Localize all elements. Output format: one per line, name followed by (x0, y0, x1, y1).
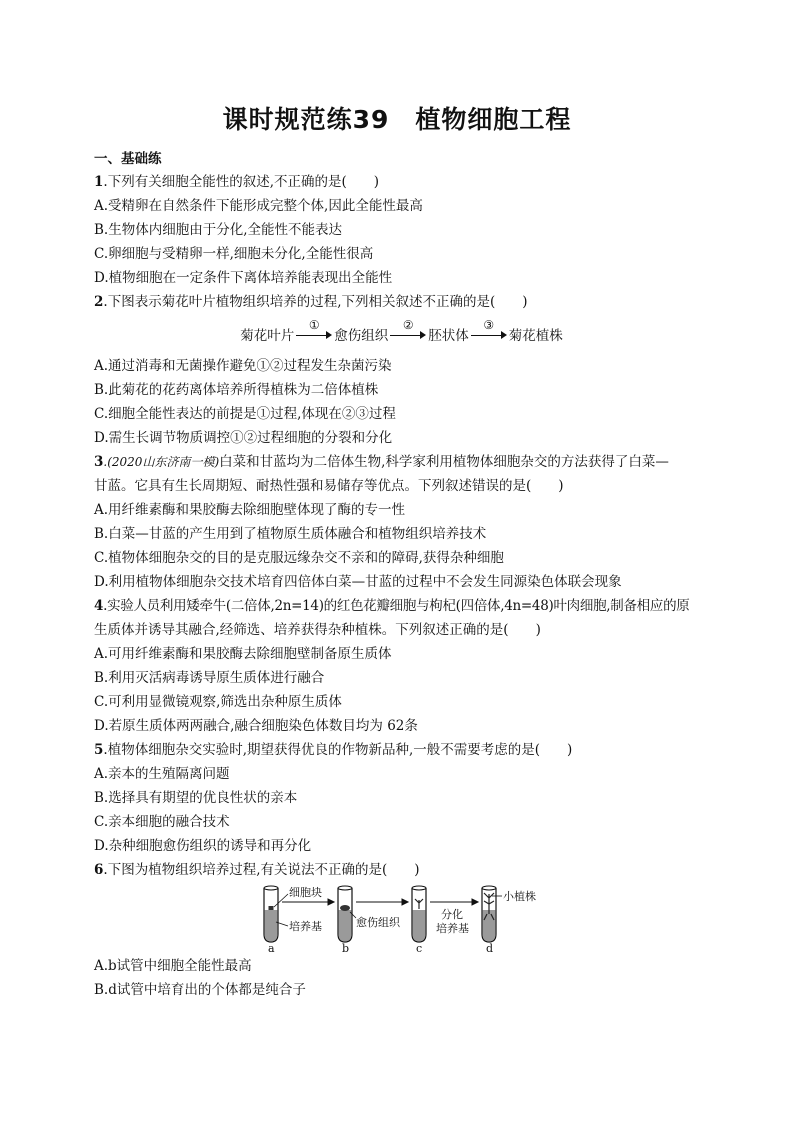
section-heading: 一、基础练 (94, 151, 162, 167)
option-b: B.白菜—甘蓝的产生用到了植物原生质体融合和植物组织培养技术 (94, 526, 487, 542)
option-a: A.通过消毒和无菌操作避免①②过程发生杂菌污染 (94, 358, 392, 374)
label-medium: 培养基 (289, 920, 322, 933)
test-tube-b (338, 886, 352, 942)
test-tube-diagram (94, 882, 709, 954)
option-b: B.利用灭活病毒诱导原生质体进行融合 (94, 670, 325, 686)
answer-blank: ( ) (534, 742, 573, 758)
answer-blank: ( ) (382, 862, 420, 878)
culture-flow-diagram (94, 314, 709, 354)
option-b: B.此菊花的花药离体培养所得植株为二倍体植株 (94, 382, 379, 398)
question-number: 4 (94, 598, 104, 614)
tube-label-b: b (342, 942, 350, 955)
question-text: .下图为植物组织培养过程,有关说法不正确的是 (103, 862, 382, 878)
question-text: .植物体细胞杂交实验时,期望获得优良的作物新品种,一般不需要考虑的是 (103, 742, 535, 758)
question-text: 白菜和甘蓝均为二倍体生物,科学家利用植物体细胞杂交的方法获得了白菜— (219, 454, 669, 470)
option-a: A.受精卵在自然条件下能形成完整个体,因此全能性最高 (94, 198, 423, 214)
step-label: ① (308, 318, 320, 332)
option-d: D.杂种细胞愈伤组织的诱导和再分化 (94, 838, 312, 854)
arrow-step-2 (390, 318, 426, 344)
question-2-stem (94, 290, 709, 314)
option-a: A.可用纤维素酶和果胶酶去除细胞壁制备原生质体 (94, 646, 392, 662)
tissue-culture-figure (94, 882, 709, 954)
question-3-stem (94, 450, 709, 474)
test-tube-c (412, 886, 426, 942)
step-label: ② (402, 318, 414, 332)
option-d: D.植物细胞在一定条件下离体培养能表现出全能性 (94, 270, 393, 286)
tube-label-a: a (268, 942, 275, 955)
label-cell-block: 细胞块 (289, 886, 322, 899)
tube-label-c: c (416, 942, 423, 955)
question-text: 甘蓝。它具有生长周期短、耐热性强和易储存等优点。下列叙述错误的是 (94, 478, 526, 494)
question-number: 3 (94, 454, 104, 470)
answer-blank: ( ) (490, 294, 528, 310)
tube-label-d: d (486, 942, 494, 955)
question-3-stem-cont (94, 474, 709, 498)
flow-stage-leaf: 菊花叶片 (240, 328, 295, 344)
option-b: B.d试管中培育出的个体都是纯合子 (94, 982, 306, 998)
flow-stage-plant: 菊花植株 (508, 328, 563, 344)
worksheet-body (94, 148, 709, 1002)
question-number: 6 (94, 862, 104, 878)
option-c: C.植物体细胞杂交的目的是克服远缘杂交不亲和的障碍,获得杂种细胞 (94, 550, 504, 566)
label-differentiate: 分化 (441, 908, 463, 921)
option-d: D.利用植物体细胞杂交技术培育四倍体白菜—甘蓝的过程中不会发生同源染色体联会现象 (94, 574, 622, 590)
question-5-stem (94, 738, 709, 762)
option-a: A.b试管中细胞全能性最高 (94, 958, 252, 974)
answer-blank: ( ) (341, 174, 380, 190)
question-6-stem (94, 858, 709, 882)
step-label: ③ (483, 318, 495, 332)
option-c: C.可利用显微镜观察,筛选出杂种原生质体 (94, 694, 342, 710)
option-d: D.若原生质体两两融合,融合细胞染色体数目均为 62条 (94, 718, 418, 734)
label-callus: 愈伤组织 (356, 916, 400, 929)
question-4-stem (94, 594, 709, 618)
answer-blank: ( ) (503, 622, 541, 638)
page-title: 课时规范练39 植物细胞工程 (222, 105, 572, 134)
question-number: 1 (94, 174, 104, 190)
label-medium-2: 培养基 (436, 922, 469, 935)
question-text: .实验人员利用矮牵牛(二倍体,2n=14)的红色花瓣细胞与枸杞(四倍体,4n=48)叶肉细胞,制备相应的原 (103, 598, 690, 614)
label-plantlet: 小植株 (503, 890, 536, 903)
option-d: D.需生长调节物质调控①②过程细胞的分裂和分化 (94, 430, 393, 446)
test-tube-a (264, 886, 278, 942)
question-text: .下图表示菊花叶片植物组织培养的过程,下列相关叙述不正确的是 (103, 294, 490, 310)
question-number: 2 (94, 294, 104, 310)
answer-blank: ( ) (526, 478, 564, 494)
question-text: .下列有关细胞全能性的叙述,不正确的是 (103, 174, 342, 190)
question-number: 5 (94, 742, 104, 758)
option-b: B.生物体内细胞由于分化,全能性不能表达 (94, 222, 343, 238)
flow-stage-callus: 愈伤组织 (334, 328, 389, 344)
question-source: .(2020山东济南一模) (103, 455, 220, 469)
option-c: C.细胞全能性表达的前提是①过程,体现在②③过程 (94, 406, 396, 422)
option-c: C.亲本细胞的融合技术 (94, 814, 230, 830)
arrow-step-1 (296, 318, 332, 344)
flow-stage-embryoid: 胚状体 (428, 328, 469, 344)
option-b: B.选择具有期望的优良性状的亲本 (94, 790, 298, 806)
option-c: C.卵细胞与受精卵一样,细胞未分化,全能性很高 (94, 246, 374, 262)
arrow-step-3 (471, 318, 507, 344)
question-4-stem-cont (94, 618, 709, 642)
option-a: A.亲本的生殖隔离问题 (94, 766, 230, 782)
option-a: A.用纤维素酶和果胶酶去除细胞壁体现了酶的专一性 (94, 502, 406, 518)
test-tube-d (482, 886, 496, 942)
question-1-stem (94, 170, 709, 194)
question-text: 生质体并诱导其融合,经筛选、培养获得杂种植株。下列叙述正确的是 (94, 622, 504, 638)
